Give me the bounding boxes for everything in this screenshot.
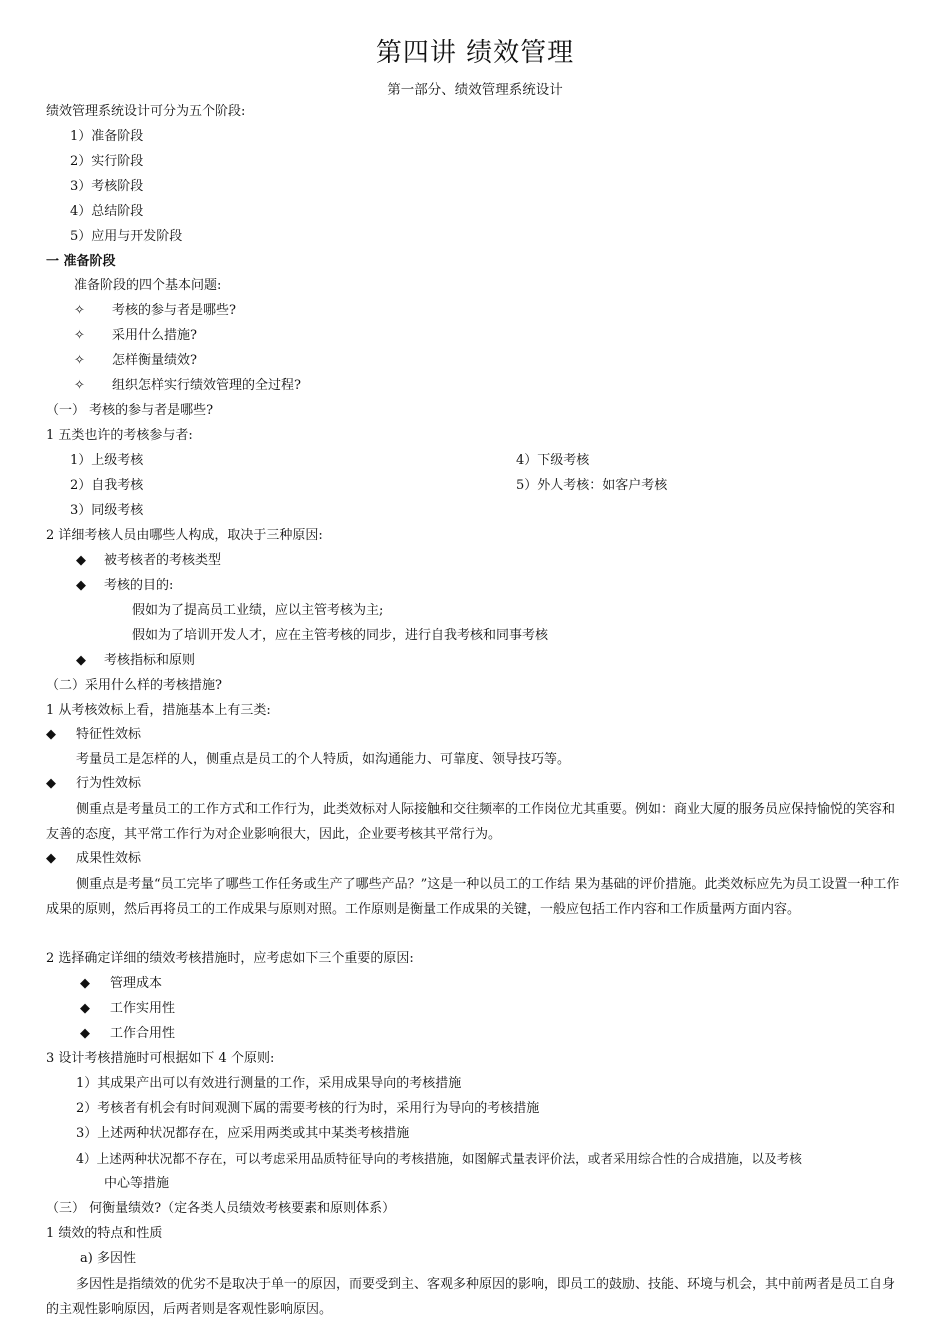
- stage-item: 5）应用与开发阶段: [70, 229, 183, 244]
- participant-item: 1）上级考核: [70, 453, 144, 468]
- part2-item2: 2 选择确定详细的绩效考核措施时，应考虑如下三个重要的原因:: [46, 951, 414, 966]
- factor-item: ◆ 考核指标和原则: [76, 653, 196, 668]
- criterion-desc: 侧重点是考量员工的工作方式和工作行为，此类效标对人际接触和交往频率的工作岗位尤其重要。例如：商业大厦的服务员应保持愉悦的笑容和友善的态度，其平常工作行为对企业影响很大，因此，企业要考核其平常行为。: [46, 802, 896, 842]
- diamond-bullet-icon: ◆: [80, 976, 90, 991]
- choose-factor-item: ◆ 工作实用性: [80, 1001, 176, 1016]
- question-item: ✧ 采用什么措施?: [74, 328, 197, 343]
- part1-item1: 1 五类也许的考核参与者:: [46, 428, 193, 443]
- principle-item: 2）考核者有机会有时间观测下属的需要考核的行为时，采用行为导向的考核措施: [76, 1101, 540, 1116]
- criterion-desc: 考量员工是怎样的人，侧重点是员工的个人特质，如沟通能力、可靠度、领导技巧等。: [76, 752, 571, 767]
- page-title: 第四讲 绩效管理: [375, 38, 575, 68]
- page-subtitle: 第一部分、绩效管理系统设计: [387, 82, 563, 98]
- stage-item: 3）考核阶段: [70, 179, 144, 194]
- choose-factor-item: ◆ 工作合用性: [80, 1026, 176, 1041]
- purpose-line: 假如为了培训开发人才，应在主管考核的同步，进行自我考核和同事考核: [132, 628, 549, 643]
- stage-item: 2）实行阶段: [70, 154, 144, 169]
- part2-heading: （二）采用什么样的考核措施?: [46, 678, 222, 693]
- choose-factor-item: ◆ 管理成本: [80, 976, 163, 991]
- question-item: ✧ 怎样衡量绩效?: [74, 353, 197, 368]
- part3-heading: （三） 何衡量绩效?（定各类人员绩效考核要素和原则体系）: [46, 1201, 396, 1216]
- principle-item: 1）其成果产出可以有效进行测量的工作，采用成果导向的考核措施: [76, 1076, 462, 1091]
- diamond-bullet-icon: ◆: [80, 1026, 90, 1041]
- section-heading-prep: 一 准备阶段: [46, 254, 116, 269]
- criterion-heading: ◆ 成果性效标: [46, 851, 142, 866]
- part3-sub-a: a) 多因性: [80, 1251, 136, 1266]
- diamond-bullet-icon: ◆: [80, 1001, 90, 1016]
- participant-item: 4）下级考核: [516, 453, 590, 468]
- diamond-bullet-icon: ◆: [76, 653, 86, 668]
- part3-sub-a-desc: 多因性是指绩效的优劣不是取决于单一的原因，而要受到主、客观多种原因的影响，即员工的鼓励、技能、环境与机会，其中前两者是员工自身的主观性影响原因，后两者则是客观性影响原因。: [46, 1277, 896, 1317]
- diamond-outline-icon: ✧: [74, 328, 85, 343]
- factor-item: ◆ 被考核者的考核类型: [76, 553, 222, 568]
- question-item: ✧ 考核的参与者是哪些?: [74, 303, 236, 318]
- part3-item1: 1 绩效的特点和性质: [46, 1226, 163, 1241]
- participant-item: 2）自我考核: [70, 478, 144, 493]
- intro-text: 绩效管理系统设计可分为五个阶段:: [46, 104, 246, 119]
- principle-item: 3）上述两种状况都存在，应采用两类或其中某类考核措施: [76, 1126, 410, 1141]
- diamond-bullet-icon: ◆: [46, 727, 56, 742]
- principle-item: 4）上述两种状况都不存在，可以考虑采用品质特征导向的考核措施，如图解式量表评价法，或者采用综合性的合成措施，以及考核: [76, 1151, 802, 1166]
- part1-item2: 2 详细考核人员由哪些人构成，取决于三种原因:: [46, 528, 323, 543]
- criterion-heading: ◆ 特征性效标: [46, 727, 142, 742]
- factor-item: ◆ 考核的目的:: [76, 578, 174, 593]
- prep-intro: 准备阶段的四个基本问题:: [74, 278, 222, 293]
- participant-item: 5）外人考核：如客户考核: [516, 478, 668, 493]
- diamond-outline-icon: ✧: [74, 303, 85, 318]
- part2-item3: 3 设计考核措施时可根据如下 4 个原则:: [46, 1051, 275, 1066]
- criterion-desc: 侧重点是考量“员工完毕了哪些工作任务或生产了哪些产品？”这是一种以员工的工作结 果为基础的评价措施。此类效标应先为员工设置一种工作成果的原则，然后再将员工的工作成果与原则对照。工作原则是衡量工作成果的关键，一般应包括工作内容和工作质量两方面内容。: [46, 877, 900, 917]
- diamond-outline-icon: ✧: [74, 378, 85, 393]
- stage-item: 1）准备阶段: [70, 129, 144, 144]
- stage-item: 4）总结阶段: [70, 204, 144, 219]
- purpose-line: 假如为了提高员工业绩，应以主管考核为主;: [132, 603, 384, 618]
- diamond-outline-icon: ✧: [74, 353, 85, 368]
- part1-heading: （一） 考核的参与者是哪些?: [46, 403, 214, 418]
- diamond-bullet-icon: ◆: [46, 776, 56, 791]
- participant-item: 3）同级考核: [70, 503, 144, 518]
- question-item: ✧ 组织怎样实行绩效管理的全过程?: [74, 378, 301, 393]
- diamond-bullet-icon: ◆: [76, 578, 86, 593]
- criterion-heading: ◆ 行为性效标: [46, 776, 142, 791]
- principle-item-cont: 中心等措施: [104, 1176, 170, 1191]
- diamond-bullet-icon: ◆: [76, 553, 86, 568]
- part2-item1: 1 从考核效标上看，措施基本上有三类:: [46, 703, 271, 718]
- diamond-bullet-icon: ◆: [46, 851, 56, 866]
